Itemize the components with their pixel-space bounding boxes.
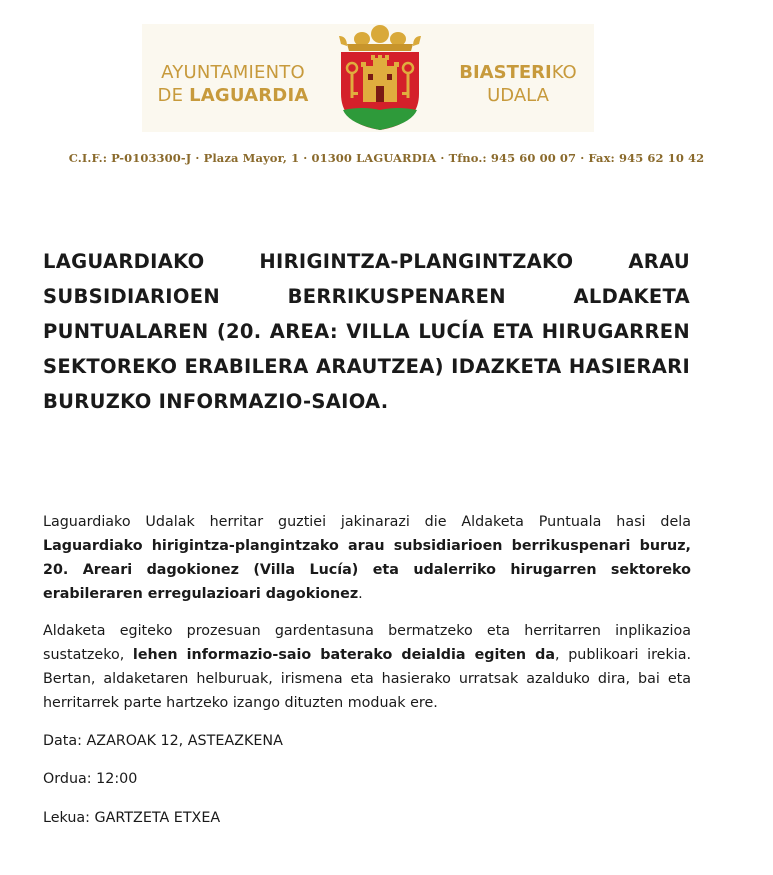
org-name-basque-town: BIASTERI (459, 62, 552, 83)
paragraph-announcement (43, 510, 691, 606)
org-name-spanish-town: LAGUARDIA (189, 85, 309, 106)
paragraph-announcement-end: . (358, 586, 363, 602)
org-name-basque-line2: UDALA (487, 85, 549, 106)
org-name-spanish-line1: AYUNTAMIENTO (161, 62, 305, 83)
org-name-basque-suffix: KO (551, 62, 577, 83)
event-place: Lekua: GARTZETA ETXEA (43, 810, 221, 826)
event-date: Data: AZAROAK 12, ASTEAZKENA (43, 733, 283, 749)
org-name-basque-line1 (452, 61, 584, 84)
paragraph-session-intro: Aldaketa egiteko prozesuan gardentasuna bermatzeko eta herritarren inplikazioa sustatzeko, (43, 623, 691, 663)
document-body (43, 510, 691, 728)
paragraph-announcement-bold: Laguardiako hirigintza-plangintzako arau subsidiarioen berrikuspenari buruz, 20. Areari dagokionez (Villa Lucía) eta udalerriko hirugarren sektoreko erabileraren erregulazioari dagokionez (43, 538, 691, 602)
org-name-basque (452, 61, 584, 107)
paragraph-session-rest: , publikoari irekia. Bertan, aldaketaren helburuak, irismena eta hasierako urratsak azalduko dira, bai eta herritarrek parte hartzeko izango dituzten moduak ere. (43, 647, 691, 711)
org-name-spanish (146, 61, 320, 107)
event-time: Ordua: 12:00 (43, 771, 138, 787)
paragraph-session (43, 619, 691, 715)
town-crest-icon (333, 24, 427, 132)
contact-line: C.I.F.: P-0103300-J · Plaza Mayor, 1 · 01300 LAGUARDIA · Tfno.: 945 60 00 07 · Fax: 945 62 10 42 (68, 151, 705, 165)
paragraph-announcement-intro: Laguardiako Udalak herritar guztiei jakinarazi die Aldaketa Puntuala hasi dela (43, 514, 691, 530)
paragraph-session-bold: lehen informazio-saio baterako deialdia egiten da (132, 647, 556, 663)
document-title: LAGUARDIAKO HIRIGINTZA-PLANGINTZAKO ARAU SUBSIDIARIOEN BERRIKUSPENAREN ALDAKETA PUNTUALAREN (20. AREA: VILLA LUCÍA ETA HIRUGARREN SEKTOREKO ERABILERA ARAUTZEA) IDAZKETA HASIERARI BURUZKO INFORMAZIO-SAIOA. (43, 250, 690, 413)
org-name-spanish-line2 (146, 84, 320, 107)
org-name-spanish-prefix: DE (157, 85, 190, 106)
